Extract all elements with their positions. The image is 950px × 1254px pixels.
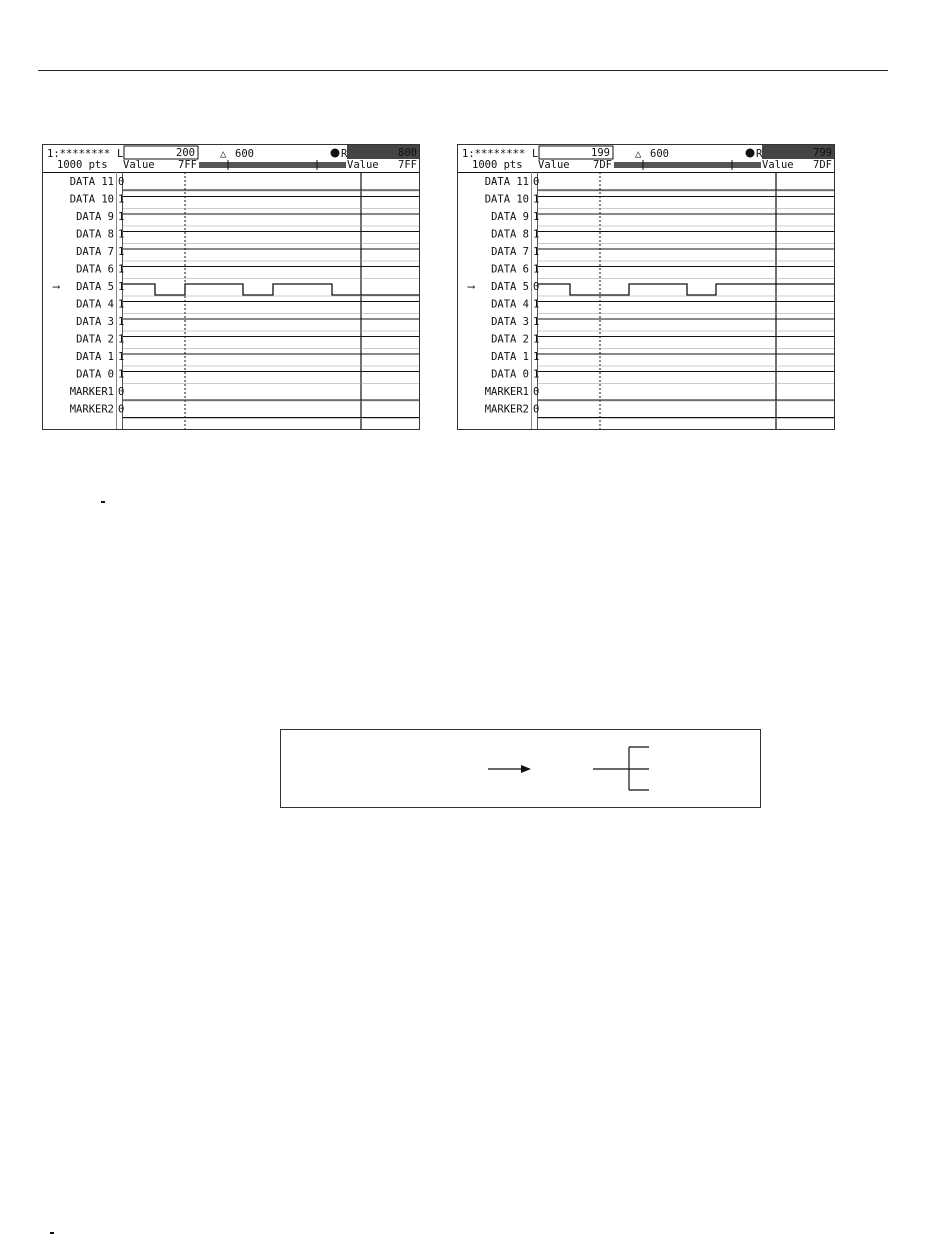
channel-state: 1 xyxy=(118,351,125,363)
channel-state: 0 xyxy=(533,176,540,188)
channel-state: 1 xyxy=(118,281,125,293)
channel-label: DATA 3 xyxy=(76,316,114,328)
channel-state: 1 xyxy=(118,228,125,241)
channel-label: DATA 4 xyxy=(491,298,529,311)
zoom-position-bar xyxy=(614,162,761,168)
value-r-label: Value xyxy=(347,159,379,171)
cursor-r-label: R xyxy=(756,148,763,160)
channel-label: DATA 11 xyxy=(484,176,529,188)
points-count: 1000 pts xyxy=(57,159,108,171)
channel-label: DATA 0 xyxy=(491,368,529,381)
cursor-l-position: 200 xyxy=(176,147,195,159)
channel-state: 1 xyxy=(533,368,540,381)
right-arrow-icon: ⟶ xyxy=(468,281,475,293)
channel-state: 1 xyxy=(118,333,125,346)
value-r-label: Value xyxy=(762,159,794,171)
channel-state: 1 xyxy=(118,211,125,223)
record-title: 1:******** xyxy=(47,148,111,160)
channel-state: 1 xyxy=(533,246,540,258)
channel-state: 0 xyxy=(533,281,540,293)
channel-label: DATA 6 xyxy=(491,263,529,276)
channel-state: 1 xyxy=(533,263,540,276)
cursor-l-label: L xyxy=(532,148,539,160)
footer-mark xyxy=(50,1232,54,1234)
right-arrow-icon: ⟶ xyxy=(53,281,60,293)
channel-state: 1 xyxy=(118,368,125,381)
channel-state: 1 xyxy=(533,211,540,223)
value-l: 7DF xyxy=(593,159,612,171)
channel-label: MARKER2 xyxy=(484,403,529,416)
channel-label: DATA 9 xyxy=(76,211,114,223)
waveform-canvas xyxy=(43,145,419,429)
cursor-marker-icon xyxy=(746,149,755,158)
waveform-panel-right xyxy=(457,144,835,430)
channel-label: DATA 3 xyxy=(491,316,529,328)
channel-label: DATA 1 xyxy=(76,351,114,363)
flow-diagram xyxy=(281,730,762,809)
cursor-r-label: R xyxy=(341,148,348,160)
flow-diagram-box xyxy=(280,729,761,808)
cursor-l-position: 199 xyxy=(591,147,610,159)
delta-icon: △ xyxy=(220,148,227,160)
channel-state: 1 xyxy=(533,316,540,328)
channel-state: 1 xyxy=(118,316,125,328)
footnote-mark xyxy=(101,501,105,503)
value-r: 7DF xyxy=(813,159,832,171)
channel-label: DATA 1 xyxy=(491,351,529,363)
channel-label: DATA 2 xyxy=(491,333,529,346)
waveform-trace xyxy=(123,284,419,295)
channel-state: 0 xyxy=(118,386,125,398)
header-rule xyxy=(38,70,888,71)
branch-bracket xyxy=(593,747,649,790)
value-r: 7FF xyxy=(398,159,417,171)
zoom-position-bar xyxy=(199,162,346,168)
record-title: 1:******** xyxy=(462,148,526,160)
cursor-r-position: 799 xyxy=(813,147,832,159)
channel-label: DATA 8 xyxy=(76,228,114,241)
channel-state: 0 xyxy=(533,386,540,398)
channel-state: 1 xyxy=(118,263,125,276)
channel-state: 1 xyxy=(533,333,540,346)
channel-label: DATA 5 xyxy=(76,281,114,293)
channel-label: DATA 11 xyxy=(69,176,114,188)
channel-state: 1 xyxy=(533,298,540,311)
channel-state: 1 xyxy=(118,298,125,311)
channel-label: DATA 7 xyxy=(491,246,529,258)
delta-value: 600 xyxy=(650,148,669,160)
cursor-marker-icon xyxy=(331,149,340,158)
cursor-l-label: L xyxy=(117,148,124,160)
channel-state: 1 xyxy=(118,193,125,206)
points-count: 1000 pts xyxy=(472,159,523,171)
channel-state: 1 xyxy=(533,193,540,206)
channel-state: 0 xyxy=(533,403,540,416)
cursor-r-position: 800 xyxy=(398,147,417,159)
channel-label: DATA 8 xyxy=(491,228,529,241)
channel-state: 1 xyxy=(118,246,125,258)
channel-state: 0 xyxy=(118,176,125,188)
channel-label: DATA 7 xyxy=(76,246,114,258)
channel-label: DATA 2 xyxy=(76,333,114,346)
waveform-trace xyxy=(538,284,834,295)
channel-state: 0 xyxy=(118,403,125,416)
channel-label: DATA 0 xyxy=(76,368,114,381)
right-arrow-icon xyxy=(488,765,531,773)
waveform-canvas xyxy=(458,145,834,429)
channel-state: 1 xyxy=(533,228,540,241)
channel-label: MARKER2 xyxy=(69,403,114,416)
channel-label: DATA 9 xyxy=(491,211,529,223)
channel-label: DATA 4 xyxy=(76,298,114,311)
value-l-label: Value xyxy=(538,159,570,171)
waveform-panel-left xyxy=(42,144,420,430)
channel-label: DATA 6 xyxy=(76,263,114,276)
channel-state: 1 xyxy=(533,351,540,363)
channel-label: DATA 10 xyxy=(484,193,529,206)
delta-value: 600 xyxy=(235,148,254,160)
value-l: 7FF xyxy=(178,159,197,171)
channel-label: MARKER1 xyxy=(69,386,114,398)
channel-label: DATA 10 xyxy=(69,193,114,206)
delta-icon: △ xyxy=(635,148,642,160)
value-l-label: Value xyxy=(123,159,155,171)
channel-label: DATA 5 xyxy=(491,281,529,293)
channel-label: MARKER1 xyxy=(484,386,529,398)
